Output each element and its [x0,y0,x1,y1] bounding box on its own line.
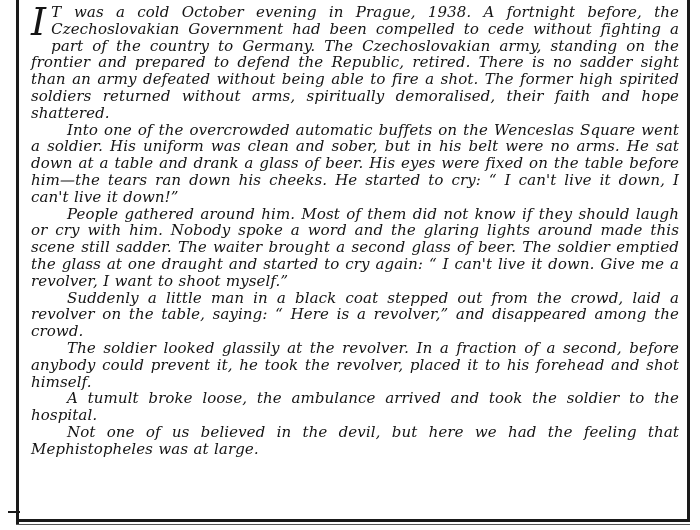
paragraph-1-text: was a cold October evening in Prague, 1938. A fortnight before, the Czechoslovakian Government had been compelled to cede without fighting a part of the country to Germany. The Czechoslovakian army, standing on the frontier and prepared to defend the Republic, retired. There is no sadder sight than an army defeated without being able to fire a shot. The former high spirited soldiers returned without arms, spiritually demoralised, their faith and hope shattered. [31,3,679,122]
border-bottom [16,519,690,522]
border-right [687,0,690,522]
paragraph-5: The soldier looked glassily at the revolver. In a fraction of a second, before anybody could prevent it, he took the revolver, placed it to his forehead and shot himself. [31,338,679,391]
paragraph-7: Not one of us believed in the devil, but here we had the feeling that Mephistopheles was at large. [31,422,679,458]
border-left [16,0,19,524]
paragraph-2: Into one of the overcrowded automatic buffets on the Wenceslas Square went a soldier. His uniform was clean and sober, but in his belt were no arms. He sat down at a table and drank a glass of beer. His eyes were fixed on the table before him—the tears ran down his cheeks. He started to cry: “ I can't live it down, I can't live it down!” [31,120,679,206]
article-body [31,0,679,458]
drop-cap: I [31,0,47,44]
border-corner-mark [8,511,20,513]
paragraph-6: A tumult broke loose, the ambulance arrived and took the soldier to the hospital. [31,389,679,425]
paragraph-1 [31,0,679,122]
first-word-rest: T [51,3,62,21]
paragraph-4: Suddenly a little man in a black coat stepped out from the crowd, laid a revolver on the table, saying: “ Here is a revolver,” and disappeared among the crowd. [31,288,679,341]
paragraph-3: People gathered around him. Most of them did not know if they should laugh or cry with him. Nobody spoke a word and the glaring lights around made this scene still sadder. The waiter brought a second glass of beer. The soldier emptied the glass at one draught and started to cry again: “ I can't live it down. Give me a revolver, I want to shoot myself.” [31,204,679,290]
border-bottom-shadow [16,524,690,525]
